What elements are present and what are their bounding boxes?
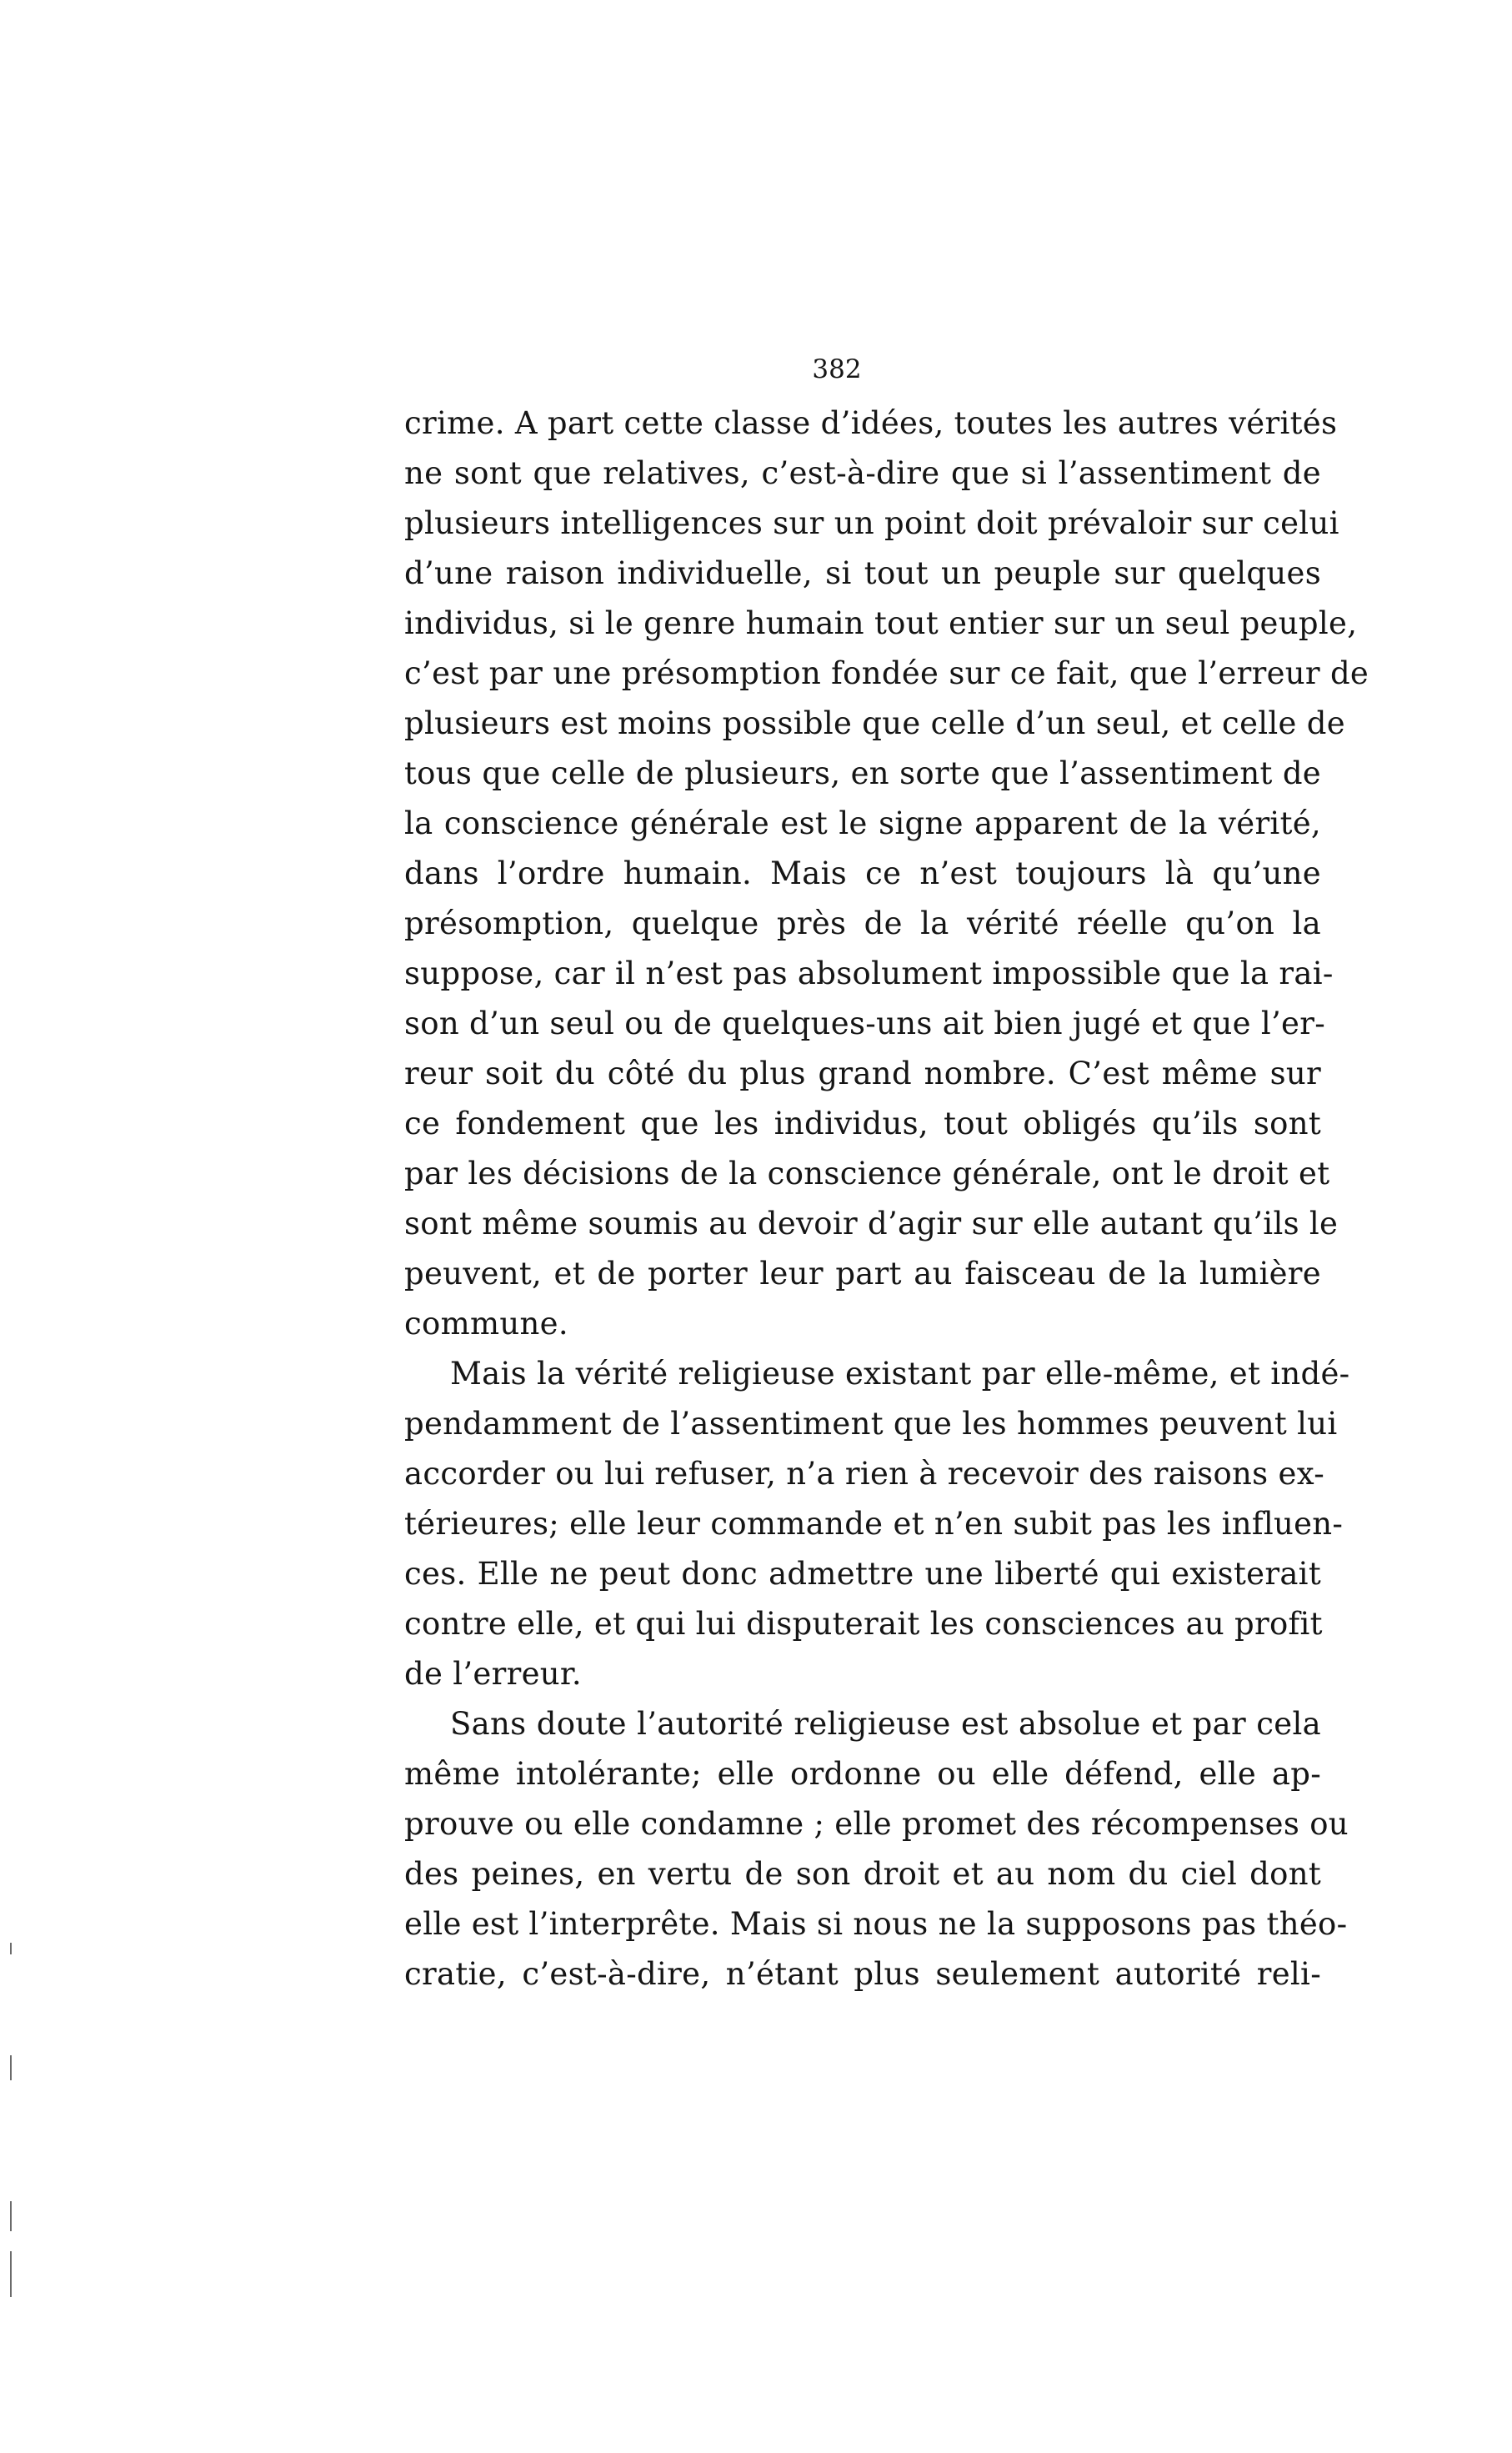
text-line: commune. (404, 1306, 568, 1342)
text-line: c’est par une présomption fondée sur ce fait, que l’erreur de (404, 655, 1369, 691)
scan-margin-mark (10, 2251, 12, 2297)
scan-margin-mark (10, 1943, 12, 1954)
body-text (404, 399, 1369, 1999)
text-line: son d’un seul ou de quelques-uns ait bien jugé et que l’er- (404, 1006, 1326, 1041)
text-line: térieures; elle leur commande et n’en subit pas les influen- (404, 1506, 1344, 1542)
text-line: plusieurs intelligences sur un point doit prévaloir sur celui (404, 505, 1339, 541)
text-line: reur soit du côté du plus grand nombre. C’est même sur (404, 1056, 1321, 1091)
text-line: crime. A part cette classe d’idées, toutes les autres vérités (404, 405, 1338, 441)
scan-margin-mark (10, 2055, 12, 2080)
text-line: plusieurs est moins possible que celle d’un seul, et celle de (404, 705, 1345, 741)
text-line: elle est l’interprête. Mais si nous ne la supposons pas théo- (404, 1906, 1348, 1942)
text-line: tous que celle de plusieurs, en sorte que l’assentiment de (404, 755, 1321, 791)
text-line: dans l’ordre humain. Mais ce n’est toujours là qu’une (404, 855, 1321, 891)
text-line: ne sont que relatives, c’est-à-dire que si l’assentiment de (404, 455, 1321, 491)
text-line: suppose, car il n’est pas absolument impossible que la rai- (404, 956, 1334, 991)
text-line: par les décisions de la conscience générale, ont le droit et (404, 1156, 1330, 1191)
text-line: même intolérante; elle ordonne ou elle défend, elle ap- (404, 1756, 1321, 1792)
paragraph-first-line: Sans doute l’autorité religieuse est absolue et par cela (450, 1706, 1321, 1742)
text-line: ce fondement que les individus, tout obligés qu’ils sont (404, 1106, 1321, 1141)
text-line: peuvent, et de porter leur part au faisceau de la lumière (404, 1256, 1321, 1292)
text-line: d’une raison individuelle, si tout un peuple sur quelques (404, 555, 1321, 591)
paragraph-first-line: Mais la vérité religieuse existant par elle-même, et indé- (450, 1356, 1350, 1392)
text-line: la conscience générale est le signe apparent de la vérité, (404, 805, 1321, 841)
text-line: sont même soumis au devoir d’agir sur elle autant qu’ils le (404, 1206, 1339, 1242)
page-number: 382 (812, 354, 862, 384)
text-line: des peines, en vertu de son droit et au nom du ciel dont (404, 1856, 1321, 1892)
text-line: accorder ou lui refuser, n’a rien à recevoir des raisons ex- (404, 1456, 1325, 1492)
text-line: cratie, c’est-à-dire, n’étant plus seulement autorité reli- (404, 1956, 1321, 1992)
text-line: ces. Elle ne peut donc admettre une liberté qui existerait (404, 1556, 1321, 1592)
text-line: contre elle, et qui lui disputerait les consciences au profit (404, 1606, 1323, 1642)
text-line: pendamment de l’assentiment que les hommes peuvent lui (404, 1406, 1338, 1442)
text-line: individus, si le genre humain tout entier sur un seul peuple, (404, 605, 1358, 641)
text-line: présomption, quelque près de la vérité réelle qu’on la (404, 905, 1321, 941)
scan-margin-mark (10, 2201, 12, 2231)
text-line: de l’erreur. (404, 1656, 582, 1692)
text-line: prouve ou elle condamne ; elle promet des récompenses ou (404, 1806, 1349, 1842)
